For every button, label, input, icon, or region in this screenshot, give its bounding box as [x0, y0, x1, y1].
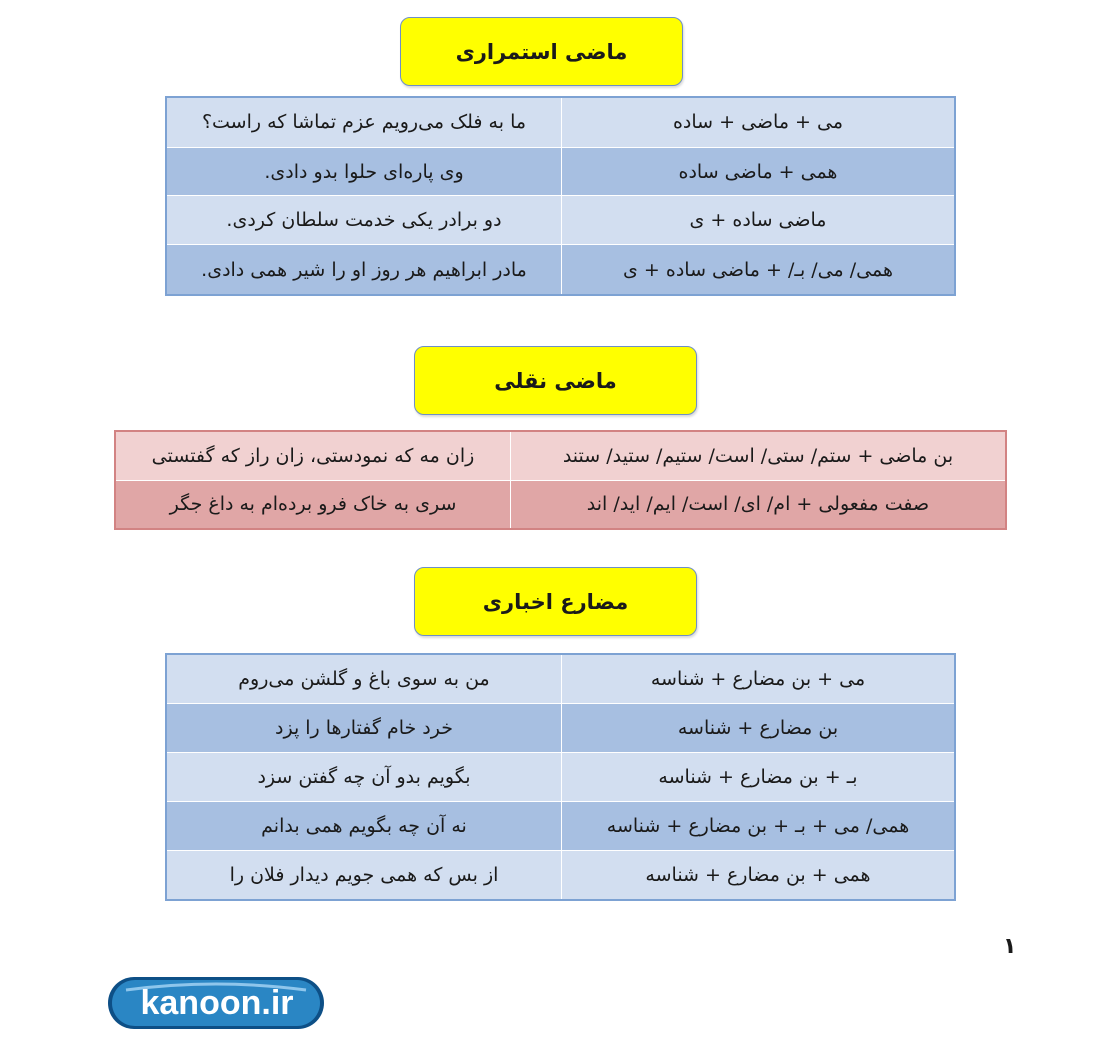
example-cell: وی پاره‌ای حلوا بدو دادی. [166, 147, 562, 196]
table-row [166, 753, 955, 802]
example-cell: زان مه که نمودستی، زان راز که گفتستی [115, 431, 511, 480]
example-cell: مادر ابراهیم هر روز او را شیر همی دادی. [166, 245, 562, 295]
example-cell: سری به خاک فرو برده‌ام به داغ جگر [115, 480, 511, 529]
formula-cell: همی + ماضی ساده [562, 147, 956, 196]
formula-cell: بن مضارع + شناسه [562, 704, 956, 753]
table-imperfect [165, 96, 956, 296]
table-row [166, 245, 955, 295]
section-title-present: مضارع اخباری [414, 567, 697, 636]
table-row [166, 850, 955, 900]
example-cell: بگویم بدو آن چه گفتن سزد [166, 753, 562, 802]
formula-cell: صفت مفعولی + ام/ ای/ است/ ایم/ اید/ اند [511, 480, 1007, 529]
example-cell: ما به فلک می‌رویم عزم تماشا که راست؟ [166, 97, 562, 147]
table-row [115, 431, 1006, 480]
table-row [166, 654, 955, 704]
formula-cell: بـ + بن مضارع + شناسه [562, 753, 956, 802]
formula-cell: می + بن مضارع + شناسه [562, 654, 956, 704]
page-number: ۱ [1003, 934, 1017, 959]
example-cell: نه آن چه بگویم همی بدانم [166, 801, 562, 850]
formula-cell: بن ماضی + ستم/ ستی/ است/ ستیم/ ستید/ ستند [511, 431, 1007, 480]
table-row [115, 480, 1006, 529]
formula-cell: ماضی ساده + ی [562, 196, 956, 245]
section-title-imperfect: ماضی استمراری [400, 17, 683, 86]
formula-cell: همی + بن مضارع + شناسه [562, 850, 956, 900]
table-perfect [114, 430, 1007, 530]
table-row [166, 801, 955, 850]
table-row [166, 704, 955, 753]
example-cell: من به سوی باغ و گلشن می‌روم [166, 654, 562, 704]
table-present [165, 653, 956, 901]
formula-cell: همی/ می + بـ + بن مضارع + شناسه [562, 801, 956, 850]
example-cell: خرد خام گفتارها را پزد [166, 704, 562, 753]
example-cell: از بس که همی جویم دیدار فلان را [166, 850, 562, 900]
section-title-perfect: ماضی نقلی [414, 346, 697, 415]
formula-cell: می + ماضی + ساده [562, 97, 956, 147]
table-row [166, 147, 955, 196]
kanoon-logo[interactable] [106, 974, 328, 1032]
example-cell: دو برادر یکی خدمت سلطان کردی. [166, 196, 562, 245]
table-row [166, 97, 955, 147]
table-row [166, 196, 955, 245]
logo-text: kanoon.ir [140, 984, 294, 1022]
formula-cell: همی/ می/ بـ/ + ماضی ساده + ی [562, 245, 956, 295]
